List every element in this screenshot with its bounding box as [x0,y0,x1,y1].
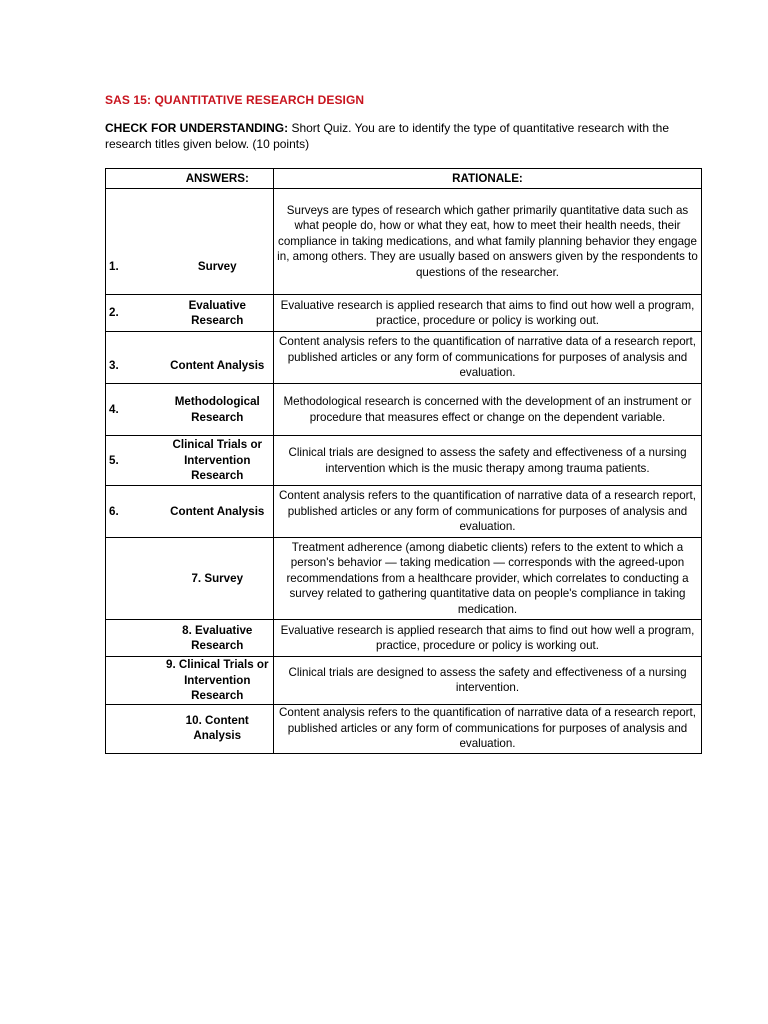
instructions-lead: CHECK FOR UNDERSTANDING: [105,121,289,135]
header-answers: ANSWERS: [162,169,274,189]
row-number: 2. [106,295,162,332]
row-answer: 10. Content Analysis [162,704,274,753]
table-row [106,486,702,538]
row-number: 6. [106,486,162,538]
row-number: 3. [106,332,162,384]
table-row [106,538,702,620]
row-number: 5. [106,436,162,486]
table-row [106,657,702,705]
row-answer: Content Analysis [162,332,274,384]
table-row [106,620,702,657]
header-number-cell [106,169,162,189]
row-rationale: Surveys are types of research which gather primarily quantitative data such as what people do, how or what they eat, how to meet their health needs, their compliance in taking medications, and what family planning behavior they engage in, among others. They are usually based on answers given by the respondents to questions of the researcher. [274,189,702,295]
row-answer: 9. Clinical Trials or Intervention Research [162,657,274,705]
instructions-text: Short Quiz. You are to identify the type of quantitative research with the research titles given below. (10 points) [105,121,670,151]
header-rationale: RATIONALE: [274,169,702,189]
row-number [106,657,162,705]
row-rationale: Clinical trials are designed to assess the safety and effectiveness of a nursing intervention which is the music therapy among trauma patients. [274,436,702,486]
row-number [106,620,162,657]
table-row [106,384,702,436]
row-rationale: Methodological research is concerned with the development of an instrument or procedure that measures effect or change on the dependent variable. [274,384,702,436]
page-title: SAS 15: QUANTITATIVE RESEARCH DESIGN [105,93,365,107]
table-row [106,295,702,332]
row-number [106,538,162,620]
row-answer: 7. Survey [162,538,274,620]
row-rationale: Content analysis refers to the quantification of narrative data of a research report, published articles or any form of communications for purposes of analysis and evaluation. [274,486,702,538]
row-rationale: Content analysis refers to the quantification of narrative data of a research report, published articles or any form of communications for purposes of analysis and evaluation. [274,332,702,384]
row-rationale: Content analysis refers to the quantification of narrative data of a research report, published articles or any form of communications for purposes of analysis and evaluation. [274,704,702,753]
answers-table [105,168,702,754]
row-rationale: Evaluative research is applied research that aims to find out how well a program, practice, procedure or policy is working out. [274,620,702,657]
row-number [106,704,162,753]
row-answer: Methodological Research [162,384,274,436]
row-answer: Clinical Trials or Intervention Research [162,436,274,486]
row-number: 4. [106,384,162,436]
row-number: 1. [106,189,162,295]
row-answer: Survey [162,189,274,295]
table-row [106,436,702,486]
row-answer: 8. Evaluative Research [162,620,274,657]
row-rationale: Evaluative research is applied research that aims to find out how well a program, practice, procedure or policy is working out. [274,295,702,332]
row-rationale: Treatment adherence (among diabetic clients) refers to the extent to which a person's behavior — taking medication — corresponds with the agreed-upon recommendations from a healthcare provider, which correlates to conducting a survey related to gathering quantitative data on people's compliance in taking medication. [274,538,702,620]
row-rationale: Clinical trials are designed to assess the safety and effectiveness of a nursing intervention. [274,657,702,705]
instructions [105,120,685,152]
row-answer: Evaluative Research [162,295,274,332]
row-answer: Content Analysis [162,486,274,538]
table-row [106,332,702,384]
table-header-row [106,169,702,189]
table-row [106,704,702,753]
table-row [106,189,702,295]
